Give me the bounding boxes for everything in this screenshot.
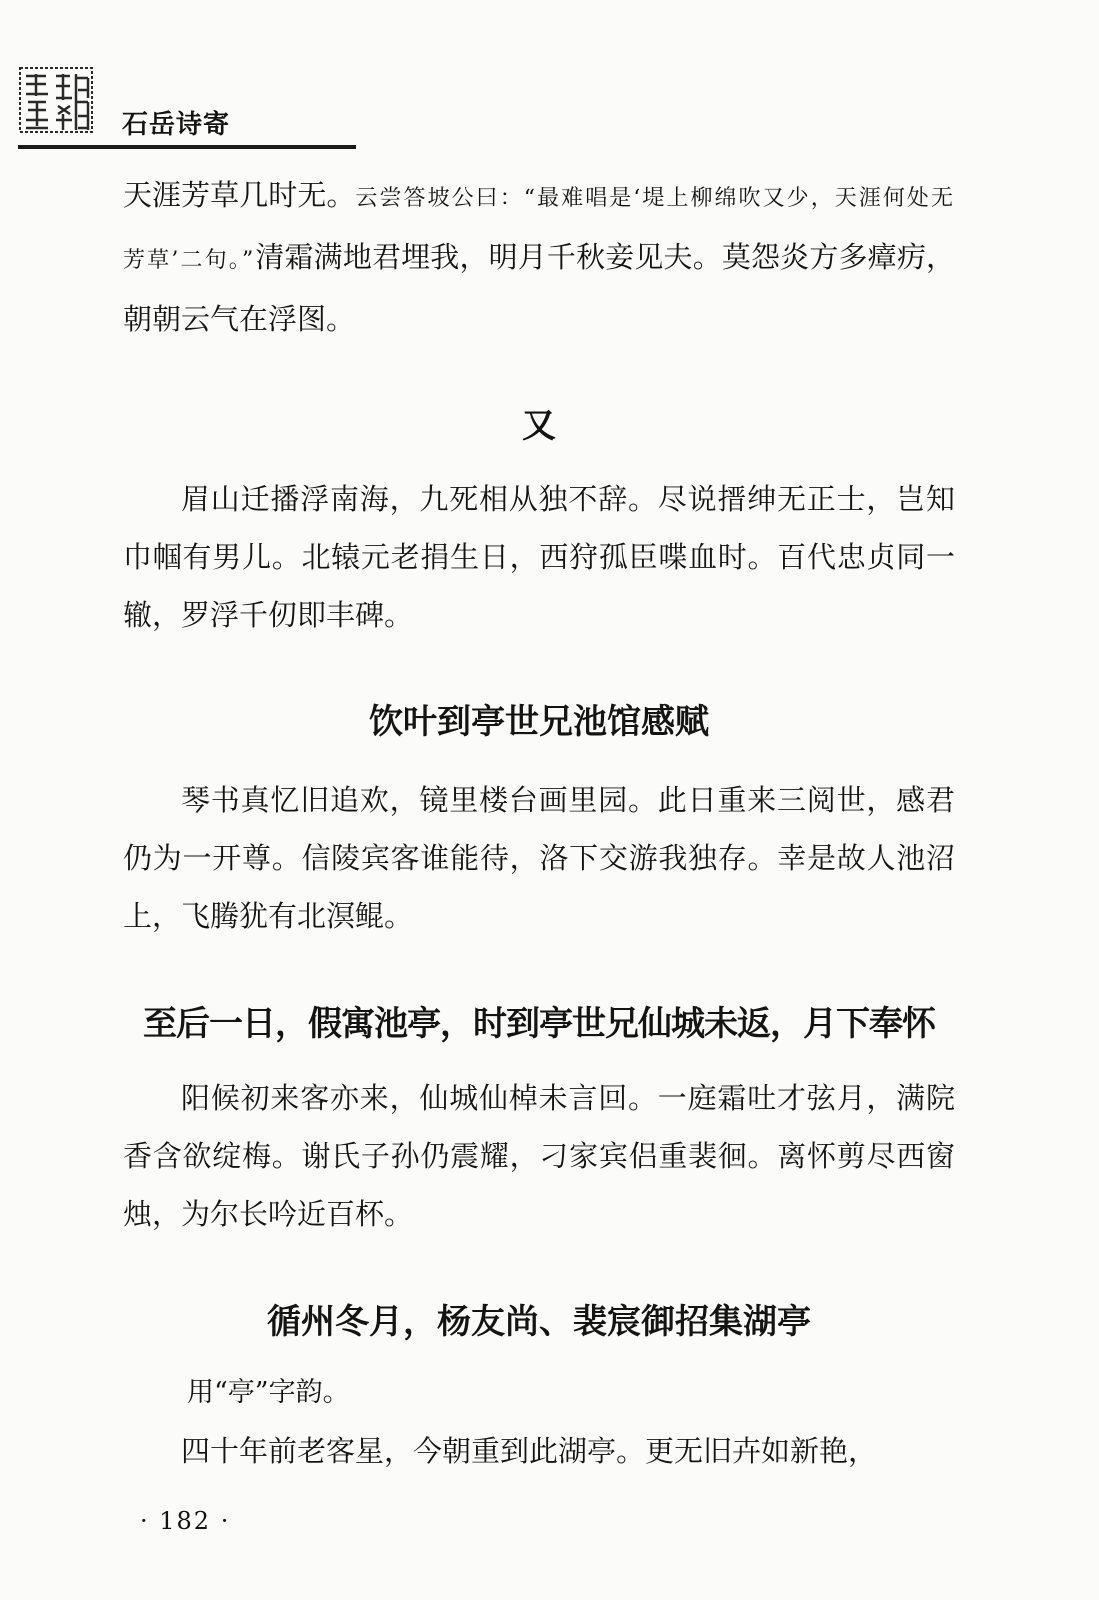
continuation-note: 云尝答坡公曰：“最难唱是‘堤上柳绵吹又少，天涯何处无芳草’二句。” bbox=[123, 186, 955, 273]
page-number: · 182 · bbox=[140, 1507, 231, 1535]
poem-title: 至后一日，假寓池亭，时到亭世兄仙城未返，月下奉怀 bbox=[143, 1004, 935, 1044]
poem-title: 又 bbox=[522, 406, 556, 446]
poem-title-block bbox=[123, 1004, 955, 1044]
seal-stamp-icon bbox=[18, 66, 94, 134]
continuation-text-b: 清霜满地君埋我，明月千秋妾见夫。莫怨炎方多瘴疠，朝朝云气在浮图。 bbox=[123, 240, 955, 336]
poem-title-block bbox=[123, 1302, 955, 1342]
poem-text: 眉山迁播浮南海，九死相从独不辞。尽说搢绅无正士，岂知巾帼有男儿。北辕元老捐生日，西狩孤臣喋血时。百代忠贞同一辙，罗浮千仞即丰碑。 bbox=[123, 482, 955, 632]
continuation-text-a: 天涯芳草几时无。 bbox=[123, 178, 356, 212]
poem-title: 循州冬月，杨友尚、裴宸御招集湖亭 bbox=[267, 1302, 811, 1342]
header-rule bbox=[18, 145, 356, 149]
poem-body-block bbox=[123, 771, 955, 945]
poem-body-block bbox=[123, 470, 955, 644]
continuation-paragraph bbox=[123, 166, 955, 348]
poem-text: 琴书真忆旧追欢，镜里楼台画里园。此日重来三阅世，感君仍为一开尊。信陵宾客谁能待，洛下交游我独存。幸是故人池沼上，飞腾犹有北溟鲲。 bbox=[123, 783, 955, 933]
poem-body-block bbox=[123, 1422, 955, 1480]
poem-title-block bbox=[123, 702, 955, 742]
running-header-title: 石岳诗寄 bbox=[122, 110, 231, 140]
poem-title-block bbox=[123, 406, 955, 446]
poem-rhyme-note: 用“亭”字韵。 bbox=[187, 1377, 350, 1408]
poem-body-block bbox=[123, 1069, 955, 1243]
poem-title: 饮叶到亭世兄池馆感赋 bbox=[369, 702, 709, 742]
poem-text: 四十年前老客星，今朝重到此湖亭。更无旧卉如新艳， bbox=[181, 1434, 878, 1468]
poem-text: 阳候初来客亦来，仙城仙棹未言回。一庭霜吐才弦月，满院香含欲绽梅。谢氏子孙仍震耀，刁家宾侣重裴徊。离怀剪尽西窗烛，为尔长吟近百杯。 bbox=[123, 1081, 955, 1231]
poem-note-block bbox=[123, 1364, 955, 1422]
continuation-block bbox=[123, 166, 955, 348]
